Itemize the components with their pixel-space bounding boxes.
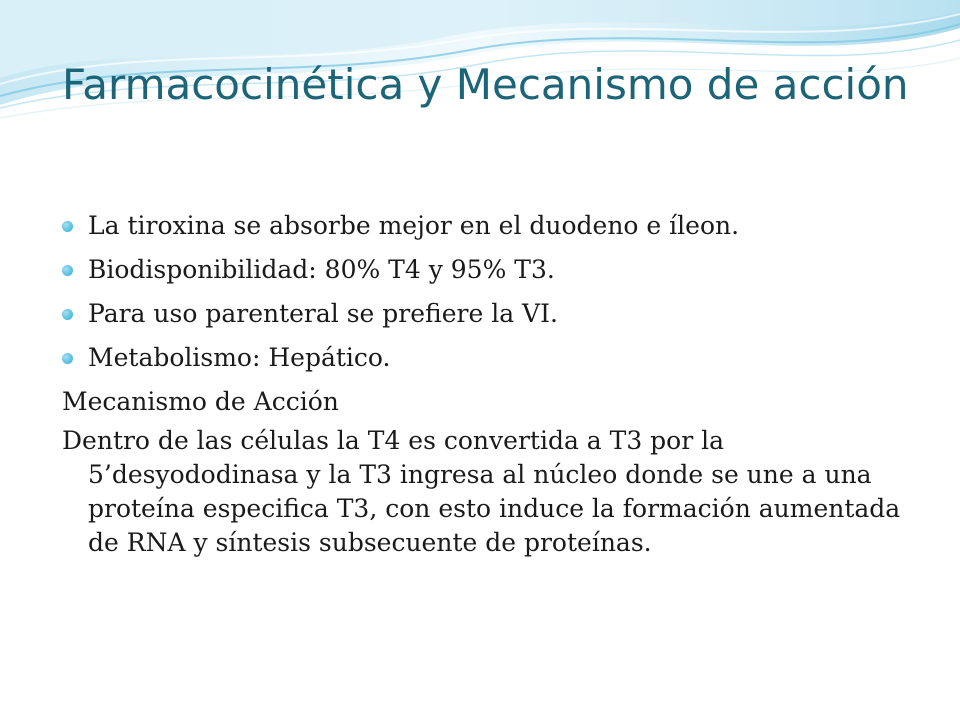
bullet-text: Para uso parenteral se prefiere la VI. — [88, 299, 558, 328]
subheading: Mecanismo de Acción — [62, 387, 339, 416]
bullet-text: Metabolismo: Hepático. — [88, 343, 391, 372]
bullet-dot-icon — [62, 309, 73, 320]
bullet-item — [62, 206, 912, 250]
bullet-list — [62, 206, 912, 382]
bullet-item — [62, 250, 912, 294]
bullet-item — [62, 338, 912, 382]
bullet-dot-icon — [62, 221, 73, 232]
bullet-text: Biodisponibilidad: 80% T4 y 95% T3. — [88, 255, 555, 284]
bullet-dot-icon — [62, 353, 73, 364]
mechanism-paragraph: Dentro de las células la T4 es convertida a T3 por la 5’desyododinasa y la T3 ingresa al núcleo donde se une a una proteína especifica T3, con esto induce la formación aumentada de RNA y síntesis subsecuente de proteínas. — [62, 426, 901, 557]
bullet-dot-icon — [62, 265, 73, 276]
slide-title: Farmacocinética y Mecanismo de acción — [62, 60, 909, 109]
bullet-text: La tiroxina se absorbe mejor en el duodeno e íleon. — [88, 211, 740, 240]
bullet-item — [62, 294, 912, 338]
slide-body — [62, 206, 912, 560]
